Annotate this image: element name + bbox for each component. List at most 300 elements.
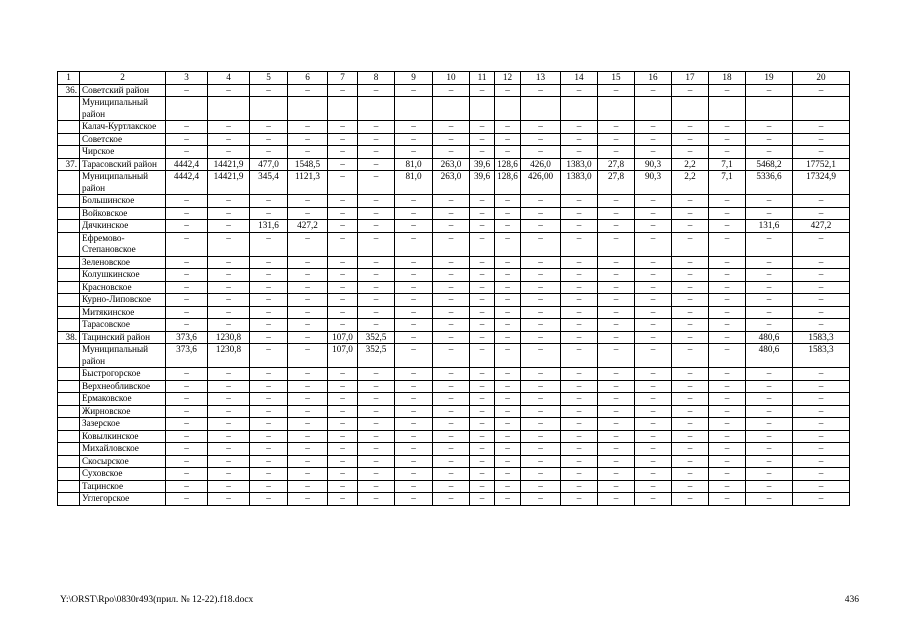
value-cell: – <box>635 220 672 233</box>
value-cell: – <box>395 195 433 208</box>
value-cell: – <box>746 281 793 294</box>
value-cell: – <box>395 121 433 134</box>
value-cell: – <box>328 380 358 393</box>
value-cell: – <box>166 207 208 220</box>
column-number-header: 14 <box>561 72 598 85</box>
value-cell: 263,0 <box>433 171 470 195</box>
territory-name-cell: Быстрогорское <box>80 368 166 381</box>
value-cell: – <box>208 368 250 381</box>
value-cell: – <box>746 368 793 381</box>
value-cell: – <box>746 146 793 159</box>
value-cell: – <box>470 319 495 332</box>
value-cell: 90,3 <box>635 158 672 171</box>
data-table <box>57 71 850 506</box>
table-row <box>58 405 850 418</box>
value-cell: – <box>635 443 672 456</box>
value-cell: – <box>495 493 521 506</box>
value-cell: 27,8 <box>598 158 635 171</box>
value-cell: – <box>793 232 850 256</box>
value-cell: – <box>793 319 850 332</box>
value-cell: – <box>328 455 358 468</box>
value-cell: – <box>358 393 395 406</box>
value-cell: – <box>358 195 395 208</box>
value-cell: – <box>709 368 746 381</box>
value-cell: – <box>495 133 521 146</box>
value-cell: – <box>495 319 521 332</box>
value-cell: – <box>635 380 672 393</box>
value-cell: – <box>561 455 598 468</box>
value-cell: – <box>793 393 850 406</box>
value-cell: – <box>709 294 746 307</box>
value-cell: – <box>495 455 521 468</box>
value-cell: – <box>598 84 635 97</box>
value-cell: – <box>395 146 433 159</box>
value-cell: – <box>561 393 598 406</box>
value-cell <box>358 97 395 121</box>
value-cell: – <box>672 281 709 294</box>
territory-name-cell: Тацинский район <box>80 331 166 344</box>
table-row <box>58 146 850 159</box>
value-cell: – <box>672 220 709 233</box>
territory-name-cell: Ковылкинское <box>80 430 166 443</box>
value-cell: – <box>598 380 635 393</box>
value-cell: – <box>672 146 709 159</box>
value-cell: – <box>250 430 288 443</box>
value-cell: – <box>166 306 208 319</box>
value-cell: – <box>250 368 288 381</box>
page-number: 436 <box>844 595 859 605</box>
value-cell: – <box>433 405 470 418</box>
value-cell: – <box>635 294 672 307</box>
value-cell: – <box>561 232 598 256</box>
value-cell: – <box>328 468 358 481</box>
value-cell: – <box>521 443 561 456</box>
value-cell: – <box>672 418 709 431</box>
table-row <box>58 331 850 344</box>
row-index-cell <box>58 195 80 208</box>
value-cell: – <box>672 294 709 307</box>
table-header-row <box>58 72 850 85</box>
value-cell: – <box>208 418 250 431</box>
value-cell: – <box>288 368 328 381</box>
value-cell: 39,6 <box>470 171 495 195</box>
territory-name-cell: Зеленовское <box>80 256 166 269</box>
value-cell: – <box>672 207 709 220</box>
value-cell: – <box>208 493 250 506</box>
value-cell: – <box>635 306 672 319</box>
value-cell: – <box>598 195 635 208</box>
territory-name-cell: Муниципальный район <box>80 171 166 195</box>
value-cell: – <box>709 269 746 282</box>
value-cell: – <box>598 430 635 443</box>
value-cell: – <box>470 468 495 481</box>
value-cell: – <box>166 281 208 294</box>
value-cell: – <box>561 380 598 393</box>
value-cell: – <box>470 121 495 134</box>
value-cell: – <box>635 331 672 344</box>
value-cell: – <box>328 171 358 195</box>
value-cell <box>598 97 635 121</box>
value-cell <box>709 97 746 121</box>
value-cell: – <box>328 220 358 233</box>
value-cell: 480,6 <box>746 344 793 368</box>
value-cell: – <box>495 195 521 208</box>
value-cell: – <box>470 455 495 468</box>
table-row <box>58 195 850 208</box>
value-cell: – <box>561 84 598 97</box>
value-cell: – <box>288 232 328 256</box>
value-cell: – <box>793 294 850 307</box>
value-cell: – <box>746 380 793 393</box>
value-cell: – <box>250 405 288 418</box>
value-cell: – <box>635 84 672 97</box>
value-cell: 477,0 <box>250 158 288 171</box>
value-cell: – <box>709 133 746 146</box>
value-cell: 427,2 <box>793 220 850 233</box>
value-cell: – <box>521 207 561 220</box>
value-cell: – <box>358 207 395 220</box>
column-number-header: 11 <box>470 72 495 85</box>
value-cell: – <box>709 405 746 418</box>
table-row <box>58 294 850 307</box>
value-cell: – <box>709 84 746 97</box>
value-cell: – <box>521 306 561 319</box>
value-cell: – <box>495 232 521 256</box>
value-cell: – <box>470 269 495 282</box>
value-cell: – <box>358 368 395 381</box>
value-cell: 373,6 <box>166 344 208 368</box>
table-row <box>58 220 850 233</box>
row-index-cell <box>58 232 80 256</box>
value-cell: – <box>470 443 495 456</box>
value-cell: 81,0 <box>395 171 433 195</box>
value-cell: – <box>470 331 495 344</box>
table-row <box>58 455 850 468</box>
value-cell: – <box>793 430 850 443</box>
value-cell: – <box>561 306 598 319</box>
row-index-cell <box>58 269 80 282</box>
value-cell: – <box>672 493 709 506</box>
table-row <box>58 380 850 393</box>
value-cell: 7,1 <box>709 171 746 195</box>
column-number-header: 15 <box>598 72 635 85</box>
footer-file-path: Y:\ORST\Rpo\0830r493(прил. № 12-22).f18.docx <box>60 595 254 605</box>
territory-name-cell: Курно-Липовское <box>80 294 166 307</box>
value-cell: – <box>395 331 433 344</box>
value-cell: – <box>635 493 672 506</box>
value-cell: – <box>495 405 521 418</box>
value-cell: – <box>709 146 746 159</box>
value-cell: – <box>746 405 793 418</box>
value-cell: – <box>598 331 635 344</box>
value-cell: – <box>328 294 358 307</box>
value-cell: – <box>521 121 561 134</box>
column-number-header: 3 <box>166 72 208 85</box>
value-cell <box>208 97 250 121</box>
value-cell: – <box>793 455 850 468</box>
value-cell <box>672 97 709 121</box>
value-cell: – <box>433 319 470 332</box>
value-cell: – <box>635 405 672 418</box>
value-cell: – <box>328 430 358 443</box>
value-cell: – <box>521 294 561 307</box>
value-cell: – <box>746 443 793 456</box>
value-cell: – <box>793 256 850 269</box>
value-cell: – <box>793 281 850 294</box>
column-number-header: 2 <box>80 72 166 85</box>
table-row <box>58 269 850 282</box>
value-cell: – <box>561 256 598 269</box>
value-cell: – <box>598 319 635 332</box>
value-cell: – <box>495 368 521 381</box>
value-cell: – <box>250 319 288 332</box>
value-cell: – <box>672 306 709 319</box>
value-cell: – <box>328 393 358 406</box>
value-cell: 128,6 <box>495 171 521 195</box>
value-cell: – <box>433 256 470 269</box>
value-cell: – <box>793 306 850 319</box>
value-cell: 345,4 <box>250 171 288 195</box>
value-cell: – <box>709 207 746 220</box>
value-cell: 17324,9 <box>793 171 850 195</box>
value-cell: – <box>598 418 635 431</box>
value-cell: – <box>561 207 598 220</box>
value-cell: – <box>672 256 709 269</box>
value-cell: – <box>208 380 250 393</box>
value-cell: – <box>635 430 672 443</box>
value-cell: – <box>433 344 470 368</box>
table-row <box>58 232 850 256</box>
value-cell: – <box>672 232 709 256</box>
value-cell: – <box>495 430 521 443</box>
value-cell: – <box>746 306 793 319</box>
value-cell: – <box>561 405 598 418</box>
value-cell: – <box>746 393 793 406</box>
value-cell: – <box>521 195 561 208</box>
value-cell: – <box>635 133 672 146</box>
column-number-header: 13 <box>521 72 561 85</box>
value-cell: – <box>495 294 521 307</box>
value-cell: – <box>166 455 208 468</box>
column-number-header: 5 <box>250 72 288 85</box>
value-cell: – <box>598 220 635 233</box>
value-cell: – <box>433 368 470 381</box>
value-cell: – <box>495 121 521 134</box>
value-cell: – <box>433 232 470 256</box>
value-cell: – <box>672 430 709 443</box>
value-cell: – <box>208 319 250 332</box>
row-index-cell <box>58 380 80 393</box>
table-row <box>58 281 850 294</box>
value-cell: – <box>598 493 635 506</box>
value-cell: 373,6 <box>166 331 208 344</box>
territory-name-cell: Красновское <box>80 281 166 294</box>
value-cell: – <box>395 380 433 393</box>
value-cell: – <box>250 84 288 97</box>
value-cell: – <box>793 368 850 381</box>
value-cell: – <box>672 455 709 468</box>
value-cell: – <box>395 418 433 431</box>
value-cell: – <box>250 331 288 344</box>
value-cell: – <box>166 319 208 332</box>
value-cell: 90,3 <box>635 171 672 195</box>
value-cell: – <box>470 405 495 418</box>
value-cell: – <box>328 121 358 134</box>
value-cell: – <box>495 281 521 294</box>
value-cell: – <box>166 146 208 159</box>
value-cell: – <box>521 480 561 493</box>
territory-name-cell: Дячкинское <box>80 220 166 233</box>
value-cell: – <box>746 480 793 493</box>
value-cell: – <box>166 121 208 134</box>
value-cell: – <box>635 146 672 159</box>
value-cell: – <box>561 443 598 456</box>
territory-name-cell: Зазерское <box>80 418 166 431</box>
territory-name-cell: Большинское <box>80 195 166 208</box>
value-cell: – <box>395 344 433 368</box>
value-cell: – <box>328 232 358 256</box>
row-index-cell: 38. <box>58 331 80 344</box>
value-cell: – <box>521 393 561 406</box>
value-cell: – <box>250 455 288 468</box>
row-index-cell <box>58 256 80 269</box>
value-cell: 27,8 <box>598 171 635 195</box>
value-cell: 131,6 <box>250 220 288 233</box>
value-cell: – <box>470 393 495 406</box>
value-cell: – <box>433 443 470 456</box>
value-cell: – <box>495 468 521 481</box>
value-cell: – <box>521 455 561 468</box>
value-cell: 4442,4 <box>166 158 208 171</box>
value-cell <box>561 97 598 121</box>
row-index-cell <box>58 455 80 468</box>
column-number-header: 9 <box>395 72 433 85</box>
value-cell: – <box>433 393 470 406</box>
value-cell: – <box>709 331 746 344</box>
row-index-cell <box>58 493 80 506</box>
value-cell: 426,0 <box>521 158 561 171</box>
value-cell: – <box>288 121 328 134</box>
value-cell: – <box>746 468 793 481</box>
value-cell: – <box>395 133 433 146</box>
value-cell <box>328 97 358 121</box>
value-cell: – <box>672 443 709 456</box>
value-cell: – <box>288 430 328 443</box>
value-cell: – <box>793 380 850 393</box>
value-cell: – <box>395 430 433 443</box>
value-cell: – <box>328 368 358 381</box>
value-cell: 14421,9 <box>208 158 250 171</box>
value-cell: – <box>746 430 793 443</box>
value-cell: – <box>208 207 250 220</box>
value-cell: 128,6 <box>495 158 521 171</box>
row-index-cell <box>58 368 80 381</box>
row-index-cell <box>58 207 80 220</box>
territory-name-cell: Советский район <box>80 84 166 97</box>
value-cell: – <box>250 256 288 269</box>
value-cell: – <box>288 207 328 220</box>
value-cell: – <box>470 430 495 443</box>
value-cell: – <box>521 133 561 146</box>
value-cell: – <box>598 455 635 468</box>
value-cell: – <box>709 319 746 332</box>
value-cell: – <box>635 232 672 256</box>
value-cell: – <box>746 269 793 282</box>
value-cell: – <box>433 269 470 282</box>
value-cell: – <box>358 84 395 97</box>
value-cell: – <box>709 430 746 443</box>
value-cell: – <box>672 319 709 332</box>
value-cell: – <box>793 480 850 493</box>
table-row <box>58 493 850 506</box>
row-index-cell <box>58 480 80 493</box>
value-cell: – <box>208 195 250 208</box>
column-number-header: 8 <box>358 72 395 85</box>
value-cell: – <box>709 493 746 506</box>
value-cell: – <box>328 207 358 220</box>
value-cell: – <box>495 256 521 269</box>
value-cell: – <box>793 133 850 146</box>
table-row <box>58 418 850 431</box>
value-cell: – <box>470 133 495 146</box>
value-cell: – <box>166 195 208 208</box>
value-cell: – <box>561 220 598 233</box>
value-cell: – <box>288 380 328 393</box>
column-number-header: 17 <box>672 72 709 85</box>
value-cell: – <box>672 121 709 134</box>
value-cell: – <box>672 195 709 208</box>
value-cell: – <box>746 294 793 307</box>
value-cell: – <box>358 220 395 233</box>
value-cell: – <box>250 294 288 307</box>
value-cell: – <box>793 269 850 282</box>
value-cell: – <box>358 493 395 506</box>
value-cell: – <box>433 493 470 506</box>
value-cell: – <box>358 480 395 493</box>
value-cell: – <box>328 281 358 294</box>
value-cell: – <box>288 294 328 307</box>
value-cell: – <box>635 468 672 481</box>
value-cell: – <box>208 133 250 146</box>
value-cell: – <box>433 455 470 468</box>
value-cell: – <box>521 232 561 256</box>
value-cell: 5468,2 <box>746 158 793 171</box>
value-cell: – <box>433 306 470 319</box>
value-cell: – <box>470 344 495 368</box>
value-cell: – <box>166 380 208 393</box>
value-cell: – <box>672 368 709 381</box>
value-cell: 107,0 <box>328 331 358 344</box>
value-cell: – <box>470 195 495 208</box>
value-cell <box>433 97 470 121</box>
value-cell: – <box>598 443 635 456</box>
value-cell: – <box>470 480 495 493</box>
value-cell: – <box>495 146 521 159</box>
value-cell: 107,0 <box>328 344 358 368</box>
value-cell: – <box>746 493 793 506</box>
value-cell: – <box>166 256 208 269</box>
value-cell: – <box>672 380 709 393</box>
table-row <box>58 344 850 368</box>
value-cell: – <box>208 443 250 456</box>
value-cell: 14421,9 <box>208 171 250 195</box>
value-cell <box>250 97 288 121</box>
table-row <box>58 158 850 171</box>
value-cell: 1383,0 <box>561 158 598 171</box>
value-cell: – <box>598 146 635 159</box>
row-index-cell <box>58 281 80 294</box>
value-cell: – <box>208 281 250 294</box>
